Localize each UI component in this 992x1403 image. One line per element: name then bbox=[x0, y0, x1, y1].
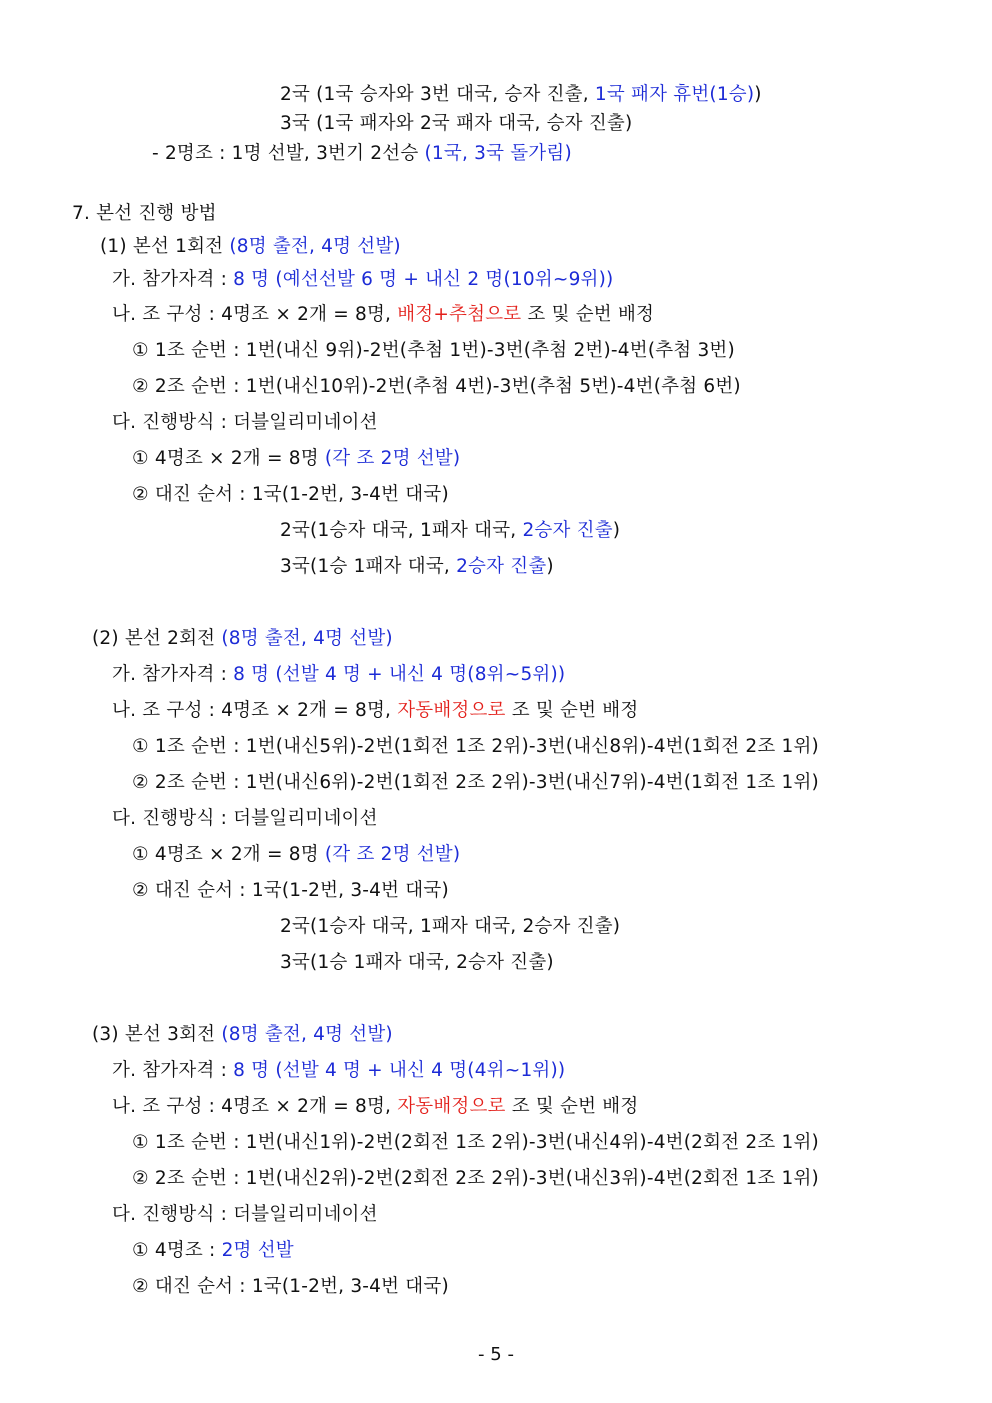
round1-group2-order: ② 2조 순번 : 1번(내신10위)-2번(추첨 4번)-3번(추첨 5번)-4번(추첨 6번) bbox=[132, 376, 741, 397]
round3-title: (3) 본선 3회전 (8명 출전, 4명 선발) bbox=[92, 1024, 393, 1045]
round2-method: 다. 진행방식 : 더블일리미네이션 bbox=[112, 808, 378, 829]
round1-method-2: ② 대진 순서 : 1국(1-2번, 3-4번 대국) bbox=[132, 484, 449, 505]
round3-method-2: ② 대진 순서 : 1국(1-2번, 3-4번 대국) bbox=[132, 1276, 449, 1297]
round1-group1-order: ① 1조 순번 : 1번(내신 9위)-2번(추첨 1번)-3번(추첨 2번)-4번(추첨 3번) bbox=[132, 340, 735, 361]
top-line-1: 2국 (1국 승자와 3번 대국, 승자 진출, 1국 패자 휴번(1승)) bbox=[280, 84, 762, 105]
round3-eligibility: 가. 참가자격 : 8 명 (선발 4 명 + 내신 4 명(4위~1위)) bbox=[112, 1060, 566, 1081]
top-line-3: - 2명조 : 1명 선발, 3번기 2선승 (1국, 3국 돌가림) bbox=[152, 143, 572, 164]
round2-method-2: ② 대진 순서 : 1국(1-2번, 3-4번 대국) bbox=[132, 880, 449, 901]
round1-title: (1) 본선 1회전 (8명 출전, 4명 선발) bbox=[100, 236, 401, 257]
round1-method-4: 3국(1승 1패자 대국, 2승자 진출) bbox=[280, 556, 554, 577]
page-number: - 5 - bbox=[478, 1344, 514, 1365]
round1-eligibility: 가. 참가자격 : 8 명 (예선선발 6 명 + 내신 2 명(10위~9위)) bbox=[112, 269, 614, 290]
round2-method-4: 3국(1승 1패자 대국, 2승자 진출) bbox=[280, 952, 554, 973]
round1-method-1: ① 4명조 × 2개 = 8명 (각 조 2명 선발) bbox=[132, 448, 461, 469]
round2-group-composition: 나. 조 구성 : 4명조 × 2개 = 8명, 자동배정으로 조 및 순번 배정 bbox=[112, 700, 639, 721]
round1-method: 다. 진행방식 : 더블일리미네이션 bbox=[112, 412, 378, 433]
round3-group1-order: ① 1조 순번 : 1번(내신1위)-2번(2회전 1조 2위)-3번(내신4위)-4번(2회전 2조 1위) bbox=[132, 1132, 819, 1153]
round2-title: (2) 본선 2회전 (8명 출전, 4명 선발) bbox=[92, 628, 393, 649]
round3-method-1: ① 4명조 : 2명 선발 bbox=[132, 1240, 294, 1261]
section-heading: 7. 본선 진행 방법 bbox=[72, 203, 217, 224]
round3-group-composition: 나. 조 구성 : 4명조 × 2개 = 8명, 자동배정으로 조 및 순번 배정 bbox=[112, 1096, 639, 1117]
round2-method-1: ① 4명조 × 2개 = 8명 (각 조 2명 선발) bbox=[132, 844, 461, 865]
round3-method: 다. 진행방식 : 더블일리미네이션 bbox=[112, 1204, 378, 1225]
round2-method-3: 2국(1승자 대국, 1패자 대국, 2승자 진출) bbox=[280, 916, 621, 937]
top-line-2: 3국 (1국 패자와 2국 패자 대국, 승자 진출) bbox=[280, 113, 633, 134]
round2-group1-order: ① 1조 순번 : 1번(내신5위)-2번(1회전 1조 2위)-3번(내신8위)-4번(1회전 2조 1위) bbox=[132, 736, 819, 757]
round2-eligibility: 가. 참가자격 : 8 명 (선발 4 명 + 내신 4 명(8위~5위)) bbox=[112, 664, 566, 685]
round3-group2-order: ② 2조 순번 : 1번(내신2위)-2번(2회전 2조 2위)-3번(내신3위)-4번(2회전 1조 1위) bbox=[132, 1168, 819, 1189]
round1-method-3: 2국(1승자 대국, 1패자 대국, 2승자 진출) bbox=[280, 520, 621, 541]
round1-group-composition: 나. 조 구성 : 4명조 × 2개 = 8명, 배정+추첨으로 조 및 순번 배정 bbox=[112, 304, 655, 325]
round2-group2-order: ② 2조 순번 : 1번(내신6위)-2번(1회전 2조 2위)-3번(내신7위)-4번(1회전 1조 1위) bbox=[132, 772, 819, 793]
